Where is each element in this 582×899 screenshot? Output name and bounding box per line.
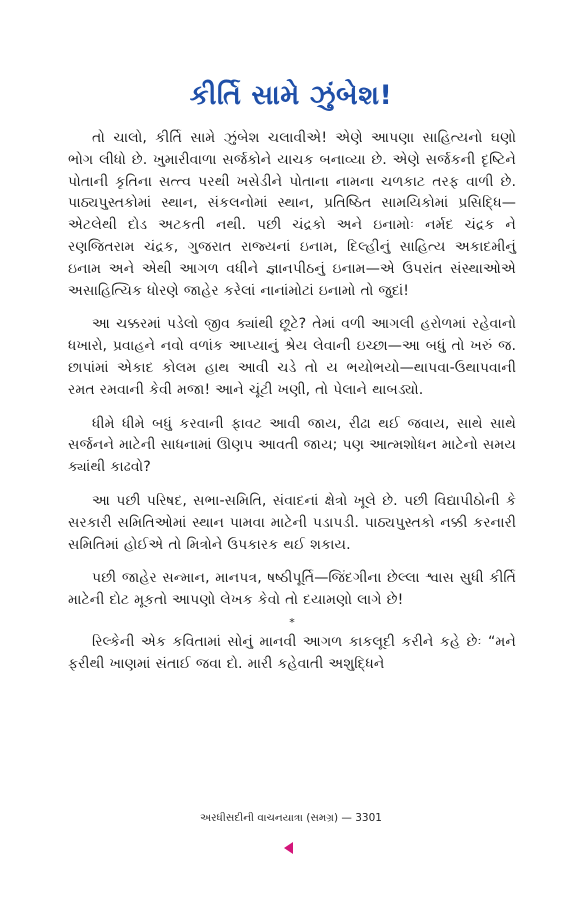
previous-page-arrow-icon[interactable]: [284, 842, 293, 854]
paragraph-6: રિલ્કેની એક કવિતામાં સોનું માનવી આગળ કાકલૂદી કરીને કહે છેઃ “મને ફરીથી ખાણમાં સંતાઈ જવા દો. મારી કહેવાતી અશુદ્ધિને: [68, 633, 516, 672]
paragraph-5: પછી જાહેર સન્માન, માનપત્ર, ષષ્ઠીપૂર્તિ—જિંદગીના છેલ્લા શ્વાસ સુધી કીર્તિ માટેની દોટ મૂકતો આપણો લેખક કેવો તો દયામણો લાગે છે!: [68, 570, 516, 609]
paragraph-3: ધીમે ધીમે બધું કરવાની ફાવટ આવી જાય, રીઢા થઈ જવાય, સાથે સાથે સર્જનને માટેની સાધનામાં ઊણપ આવતી જાય; પણ આત્મશોધન માટેનો સમય ક્યાંથી કાઢવો?: [68, 415, 516, 476]
paragraph-1: તો ચાલો, કીર્તિ સામે ઝુંબેશ ચલાવીએ! એણે આપણા સાહિત્યનો ઘણો ભોગ લીધો છે. ખુમારીવાળા સર્જકોને યાચક બનાવ્યા છે. એણે સર્જકની દૃષ્ટિને પોતાની કૃતિના સત્ત્વ પરથી ખસેડીને પોતાના નામના ચળકાટ તરફ વાળી છે. પાઠ્યપુસ્તકોમાં સ્થાન, સંકલનોમાં સ્થાન, પ્રતિષ્ઠિત સામયિકોમાં પ્રસિદ્ધિ—એટલેથી દોડ અટકતી નથી. પછી ચંદ્રકો અને ઇનામોઃ નર્મદ ચંદ્રક ને રણજિતરામ ચંદ્રક, ગુજરાત રાજ્યનાં ઇનામ, દિલ્હીનું સાહિત્ય અકાદમીનું ઇનામ અને એથી આગળ વધીને જ્ઞાનપીઠનું ઇનામ—એ ઉપરાંત સંસ્થાઓએ અસાહિત્યિક ધોરણે જાહેર કરેલાં નાનાંમોટાં ઇનામો તો જુદાં!: [68, 130, 516, 299]
paragraph-2: આ ચક્કરમાં પડેલો જીવ ક્યાંથી છૂટે? તેમાં વળી આગલી હરોળમાં રહેવાનો ધખારો, પ્રવાહને નવો વળાંક આપ્યાનું શ્રેય લેવાની ઇચ્છા—આ બધું તો ખરું જ. છાપાંમાં એકાદ કોલમ હાથ આવી ચડે તો ય ભયોભયો—થાપવા-ઉથાપવાની રમત રમવાની કેવી મજા! આને ચૂંટી ખણી, તો પેલાને થાબડ્યો.: [68, 316, 516, 398]
page-title: કીર્તિ સામે ઝુંબેશ!: [189, 80, 393, 111]
page-footer: અરધીસદીની વાચનયાત્રા (સમગ્ર) — 3301: [200, 812, 382, 824]
section-separator: *: [289, 615, 295, 629]
paragraph-4: આ પછી પરિષદ, સભા-સમિતિ, સંવાદનાં ક્ષેત્રો ખૂલે છે. પછી વિદ્યાપીઠોની કે સરકારી સમિતિઓમાં સ્થાન પામવા માટેની પડાપડી. પાઠ્યપુસ્તકો નક્કી કરનારી સમિતિમાં હોઈએ તો મિત્રોને ઉપકારક થઈ શકાય.: [68, 492, 516, 553]
page-body: [68, 128, 516, 688]
